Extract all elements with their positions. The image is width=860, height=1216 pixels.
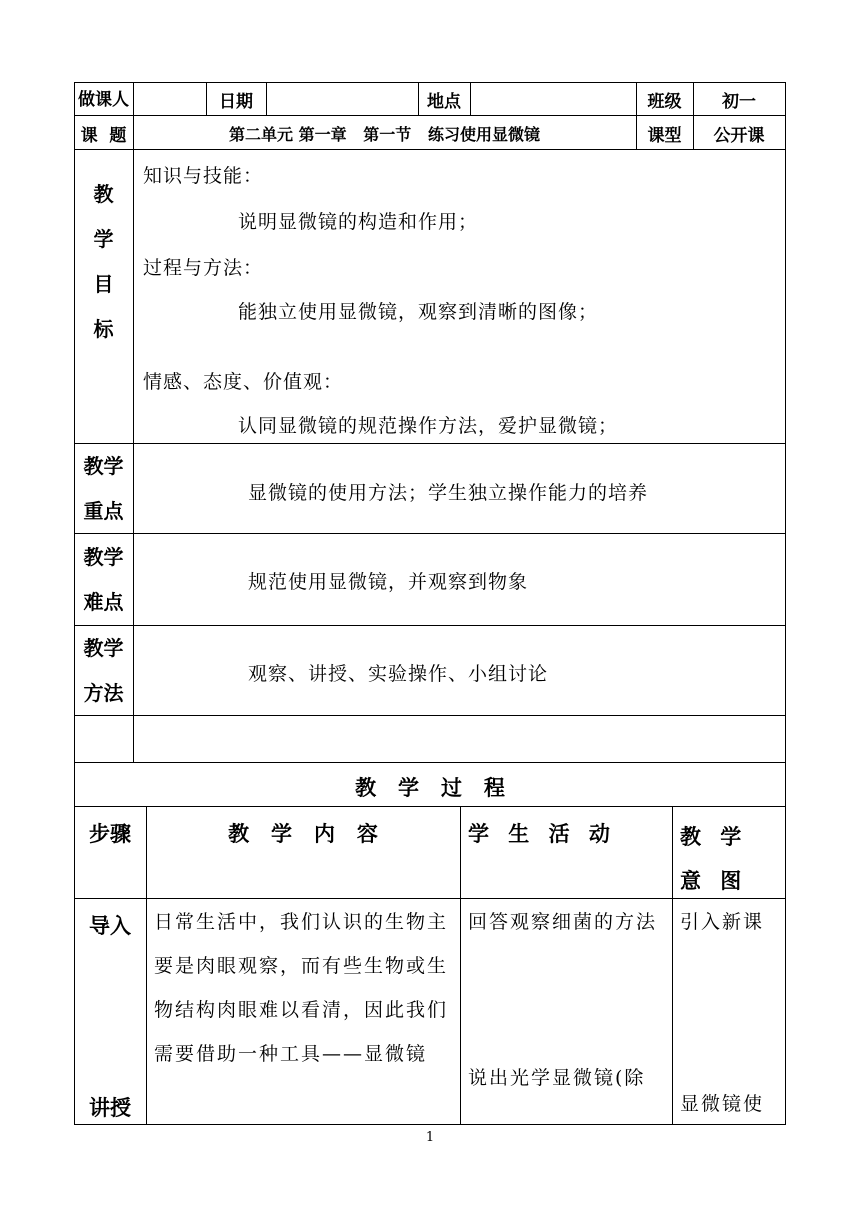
row-divider (74, 806, 786, 807)
objective-text-knowledge: 说明显微镜的构造和作用； (238, 211, 479, 233)
label-char: 标 (93, 317, 114, 341)
type-value: 公开课 (713, 125, 765, 146)
step-lecture: 讲授 (89, 1095, 131, 1120)
col-divider (133, 715, 134, 763)
col-header-intent: 教 学 意 图 (680, 824, 748, 893)
col-divider (672, 806, 673, 1125)
label-char: 目 (93, 272, 114, 296)
teacher-label: 做课人 (78, 89, 129, 110)
class-label: 班级 (647, 91, 682, 112)
label-line: 难点 (83, 590, 124, 614)
col-header-step: 步骤 (89, 821, 131, 846)
difficulties-label (74, 535, 133, 625)
key-points-text: 显微镜的使用方法；学生独立操作能力的培养 (248, 482, 649, 504)
step-intro: 导入 (89, 913, 131, 938)
label-line: 方法 (83, 681, 124, 705)
objectives-label (74, 172, 133, 352)
intent-lecture: 显微镜使 (680, 1093, 765, 1115)
process-title: 教 学 过 程 (355, 775, 505, 800)
activity-lecture: 说出光学显微镜(除 (468, 1067, 646, 1089)
difficulties-text: 规范使用显微镜，并观察到物象 (248, 571, 529, 593)
label-char: 教 (93, 182, 114, 206)
row-divider (74, 533, 786, 534)
row-divider (74, 443, 786, 444)
objective-heading-emotion: 情感、态度、价值观： (143, 371, 344, 393)
content-intro: 日常生活中，我们认识的生物主要是肉眼观察，而有些生物或生物结构肉眼难以看清，因此我们需要借助一种工具——显微镜 (154, 911, 449, 1065)
col-divider (146, 806, 147, 1125)
row-divider (74, 762, 786, 763)
label-line: 重点 (83, 499, 124, 523)
col-header-content: 教 学 内 容 (228, 821, 378, 846)
row-divider (74, 715, 786, 716)
teacher-value (133, 82, 206, 116)
label-line: 教学 (83, 545, 124, 569)
label-char: 学 (93, 227, 114, 251)
table-border-right (785, 82, 786, 1125)
topic-label: 课 题 (80, 125, 127, 146)
methods-text: 观察、讲授、实验操作、小组讨论 (248, 663, 549, 685)
label-line: 教学 (83, 454, 124, 478)
objective-text-emotion: 认同显微镜的规范操作方法，爱护显微镜； (238, 415, 619, 437)
methods-label (74, 626, 133, 716)
date-value (266, 82, 418, 116)
topic-value: 第二单元 第一章 第一节 练习使用显微镜 (229, 124, 540, 144)
place-label: 地点 (427, 91, 461, 112)
key-points-label (74, 444, 133, 534)
place-value (470, 82, 636, 116)
date-label: 日期 (219, 91, 253, 112)
col-header-activity: 学 生 活 动 (468, 821, 616, 846)
type-label: 课型 (647, 125, 682, 146)
label-line: 教学 (83, 636, 124, 660)
class-value: 初一 (722, 91, 756, 112)
objective-text-process: 能独立使用显微镜，观察到清晰的图像； (238, 301, 599, 323)
objective-heading-process: 过程与方法： (143, 257, 264, 279)
col-divider (460, 806, 461, 1125)
page-number: 1 (425, 1130, 435, 1145)
intent-intro: 引入新课 (680, 911, 765, 933)
row-divider (74, 625, 786, 626)
col-divider (133, 82, 134, 716)
objective-heading-knowledge: 知识与技能： (143, 165, 264, 187)
activity-intro: 回答观察细菌的方法 (468, 911, 658, 933)
